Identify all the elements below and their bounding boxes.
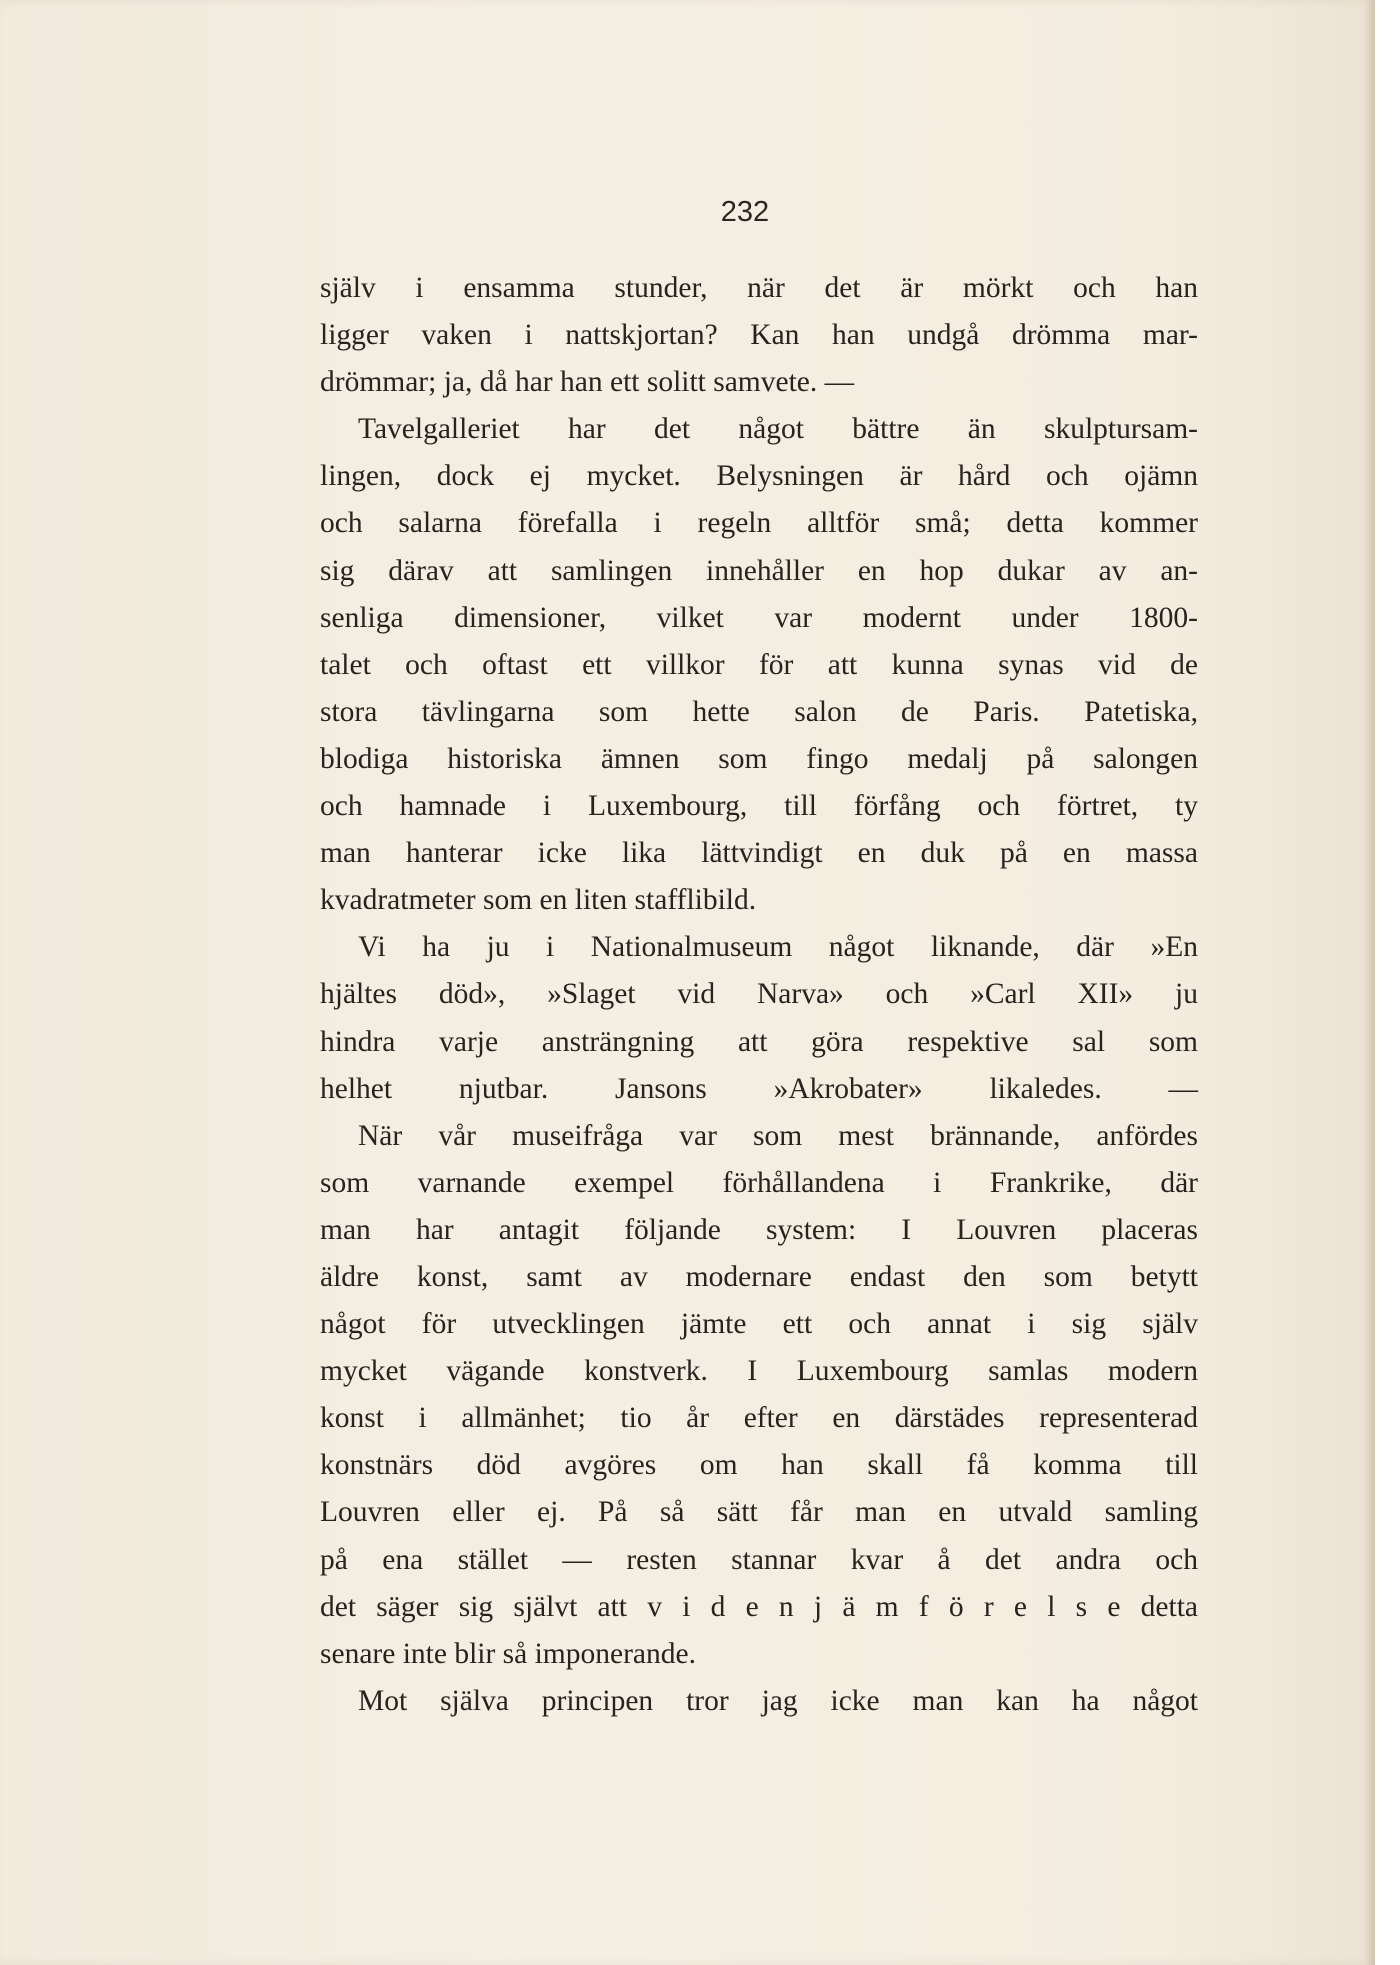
text-line: mycket vägande konstverk. I Luxembourg samlas modern	[320, 1355, 1198, 1388]
text-line: ligger vaken i nattskjortan? Kan han undgå drömma mar-	[320, 319, 1198, 352]
text-line: och hamnade i Luxembourg, till förfång och förtret, ty	[320, 790, 1198, 823]
text-line: konst i allmänhet; tio år efter en därstädes representerad	[320, 1402, 1198, 1435]
text-line: det säger sig självt att v i d e n j ä m f ö r e l s e detta	[320, 1590, 1198, 1623]
text-line: hindra varje ansträngning att göra respektive sal som	[320, 1025, 1198, 1058]
text-line: stora tävlingarna som hette salon de Paris. Patetiska,	[320, 695, 1198, 728]
page-edge-shadow	[1365, 0, 1375, 1965]
text-line: själv i ensamma stunder, när det är mörkt och han	[320, 272, 1198, 304]
text-line: sig därav att samlingen innehåller en hop dukar av an-	[320, 554, 1198, 587]
text-line: och salarna förefalla i regeln alltför små; detta kommer	[320, 507, 1198, 540]
text-line: Louvren eller ej. På så sätt får man en utvald samling	[320, 1496, 1198, 1529]
text-line: Vi ha ju i Nationalmuseum något liknande, där »En	[358, 931, 1198, 964]
text-line: talet och oftast ett villkor för att kunna synas vid de	[320, 648, 1198, 681]
text-line: något för utvecklingen jämte ett och annat i sig själv	[320, 1308, 1198, 1341]
text-line: blodiga historiska ämnen som fingo medalj på salongen	[320, 742, 1198, 775]
text-line: man har antagit följande system: I Louvren placeras	[320, 1213, 1198, 1246]
text-line: på ena stället — resten stannar kvar å det andra och	[320, 1543, 1198, 1576]
text-line: konstnärs död avgöres om han skall få komma till	[320, 1449, 1198, 1482]
text-line: När vår museifråga var som mest brännande, anfördes	[358, 1119, 1198, 1152]
text-line: drömmar; ja, då har han ett solitt samvete. —	[320, 366, 855, 399]
text-line: helhet njutbar. Jansons »Akrobater» likaledes. —	[320, 1072, 1198, 1105]
text-line: Tavelgalleriet har det något bättre än skulptursam-	[358, 413, 1198, 446]
text-line: lingen, dock ej mycket. Belysningen är hård och ojämn	[320, 460, 1198, 493]
text-line: hjältes död», »Slaget vid Narva» och »Carl XII» ju	[320, 978, 1198, 1011]
page-number: 232	[720, 196, 770, 228]
text-line: senliga dimensioner, vilket var modernt under 1800-	[320, 601, 1198, 634]
text-line: som varnande exempel förhållandena i Frankrike, där	[320, 1166, 1198, 1199]
body-text	[320, 265, 1198, 1725]
text-line: kvadratmeter som en liten stafflibild.	[320, 884, 757, 917]
text-line: äldre konst, samt av modernare endast den som betytt	[320, 1260, 1198, 1293]
text-line: Mot själva principen tror jag icke man kan ha något	[358, 1684, 1198, 1717]
text-line: man hanterar icke lika lättvindigt en duk på en massa	[320, 837, 1198, 870]
text-line: senare inte blir så imponerande.	[320, 1637, 696, 1670]
